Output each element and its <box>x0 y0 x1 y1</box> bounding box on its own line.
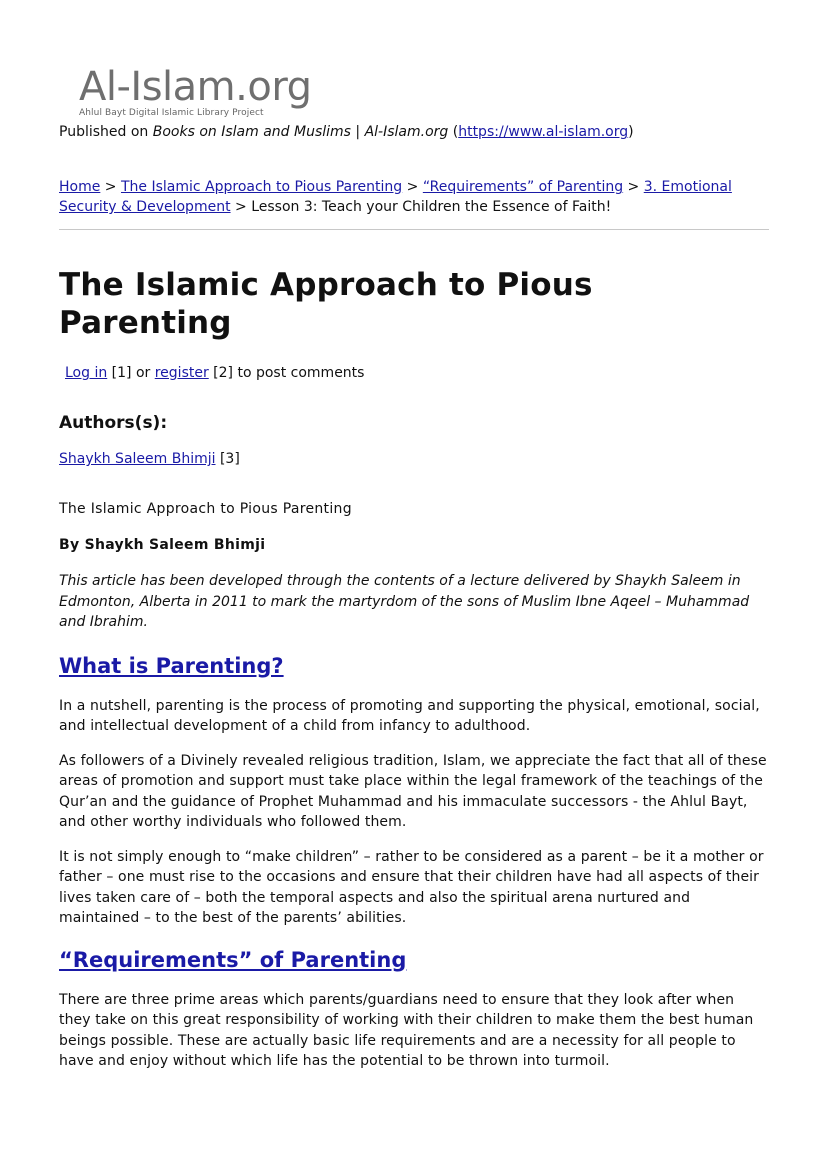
article-byline: By Shaykh Saleem Bhimji <box>59 537 266 553</box>
comment-login-line: Log in [1] or register [2] to post comments <box>65 365 365 381</box>
register-link[interactable]: register <box>154 365 209 381</box>
divider <box>59 229 769 230</box>
logo-tagline: Ahlul Bayt Digital Islamic Library Project <box>79 108 264 118</box>
heading-requirements <box>59 946 769 974</box>
page-title: The Islamic Approach to Pious Parenting <box>59 267 593 341</box>
document-page <box>59 62 769 1072</box>
site-url-link[interactable]: https://www.al-islam.org <box>458 124 629 140</box>
breadcrumb: Home > The Islamic Approach to Pious Parenting > “Requirements” of Parenting > 3. Emotional Security & Development > Lesson 3: Teach your Children the Essence of Faith! <box>59 179 732 215</box>
breadcrumb-book[interactable]: The Islamic Approach to Pious Parenting <box>120 179 403 195</box>
paragraph: It is not simply enough to “make children” – rather to be considered as a parent – be it a mother or father – one must rise to the occasions and ensure that their children have had all aspects of their lives taken care of – both the temporal aspects and also the spiritual arena nurtured and maintained – to the best of the parents’ abilities. <box>59 848 764 926</box>
heading-link-parenting[interactable]: What is Parenting? <box>59 653 284 678</box>
breadcrumb-section[interactable]: 3. Emotional Security & Development <box>59 179 732 215</box>
site-logo[interactable] <box>79 62 769 118</box>
article-intro: This article has been developed through the contents of a lecture delivered by Shaykh Saleem in Edmonton, Alberta in 2011 to mark the martyrdom of the sons of Muslim Ibne Aqeel – Muhammad and Ibrahim. <box>59 573 750 630</box>
heading-link-requirements[interactable]: “Requirements” of Parenting <box>59 947 407 972</box>
login-link[interactable]: Log in <box>65 365 108 381</box>
author-link[interactable]: Shaykh Saleem Bhimji <box>59 451 216 467</box>
paragraph: As followers of a Divinely revealed religious tradition, Islam, we appreciate the fact that all of these areas of promotion and support must take place within the legal framework of the teachings of the Qur’an and the guidance of Prophet Muhammad and his immaculate successors - the Ahlul Bayt, and other worthy individuals who followed them. <box>59 752 767 830</box>
authors-heading: Authors(s): <box>59 413 168 433</box>
breadcrumb-chapter[interactable]: “Requirements” of Parenting <box>422 179 624 195</box>
paragraph: There are three prime areas which parents/guardians need to ensure that they look after when they take on this great responsibility of working with their children to make them the best human beings possible. These are actually basic life requirements and are a necessity for all people to have and enjoy without which life has the potential to be thrown into turmoil. <box>59 991 754 1069</box>
heading-what-is-parenting <box>59 652 769 680</box>
site-name: Books on Islam and Muslims | Al-Islam.org <box>152 124 449 140</box>
breadcrumb-home[interactable]: Home <box>59 179 101 195</box>
breadcrumb-current: Lesson 3: Teach your Children the Essence of Faith! <box>251 199 612 215</box>
paragraph: In a nutshell, parenting is the process of promoting and supporting the physical, emotional, social, and intellectual development of a child from infancy to adulthood. <box>59 697 760 734</box>
author-line: Shaykh Saleem Bhimji [3] <box>59 451 240 467</box>
article-subtitle: The Islamic Approach to Pious Parenting <box>59 501 352 517</box>
logo-wordmark: Al-Islam.org <box>79 64 312 110</box>
published-line: Published on Books on Islam and Muslims | Al-Islam.org (https://www.al-islam.org) <box>59 124 634 140</box>
